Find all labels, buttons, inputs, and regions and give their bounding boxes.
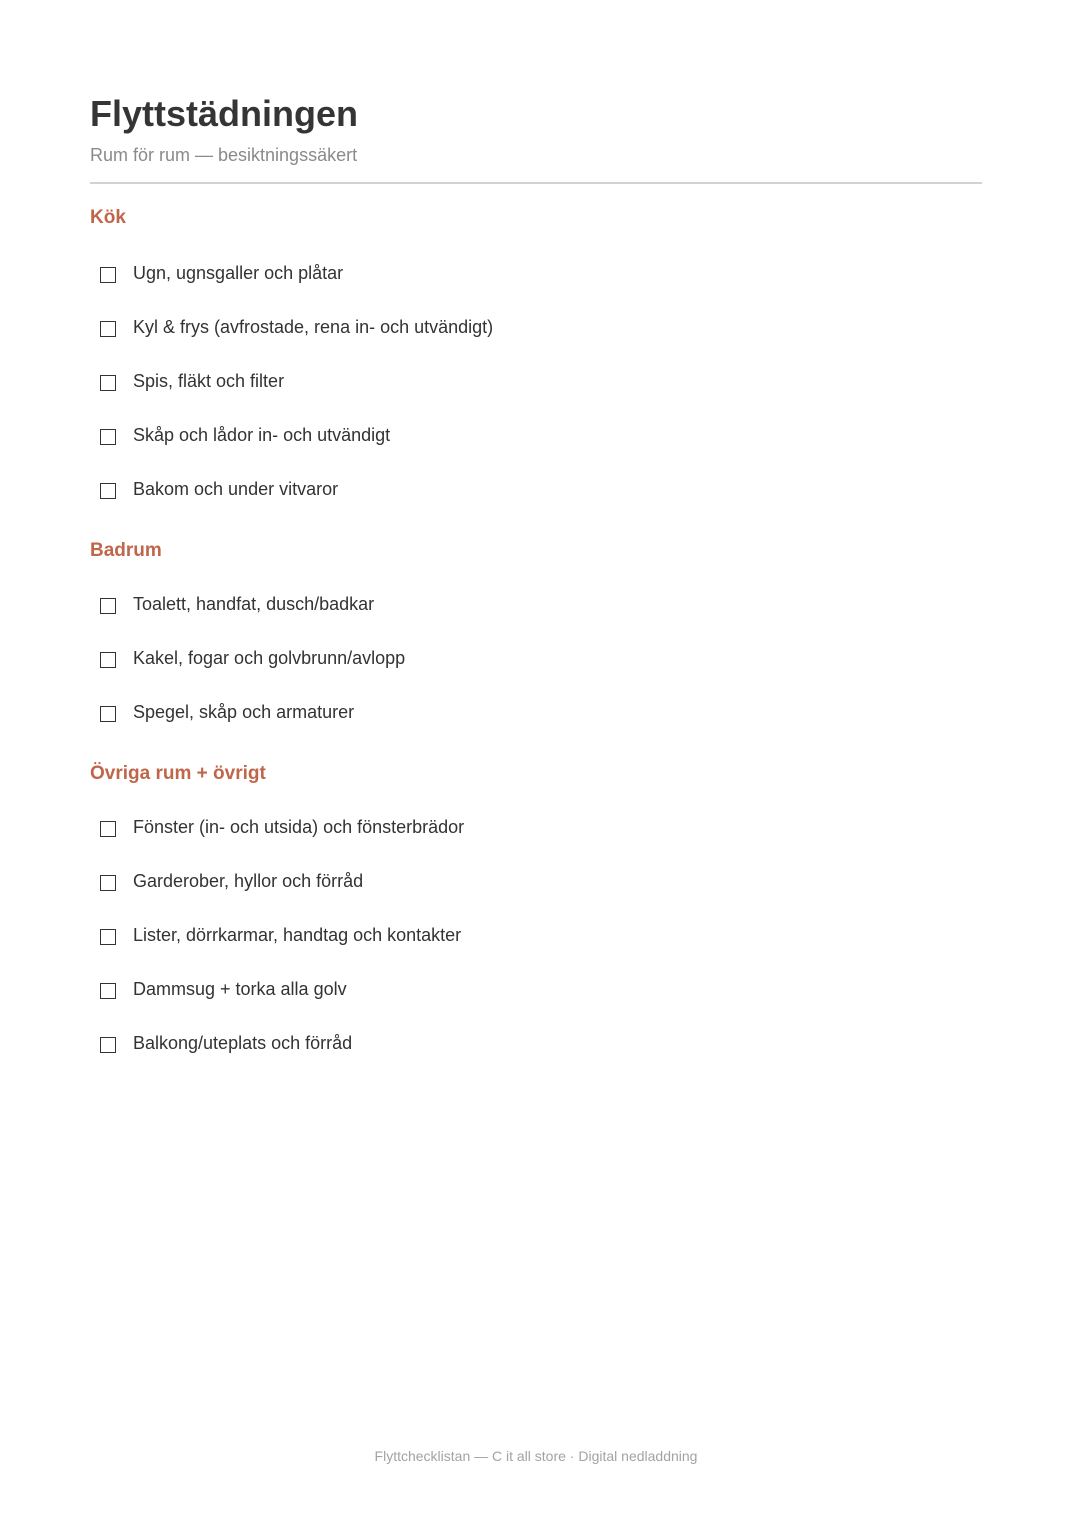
checklist-item-label: Balkong/uteplats och förråd — [133, 1033, 353, 1053]
checkbox[interactable] — [100, 652, 116, 668]
checklist-item-label: Spegel, skåp och armaturer — [133, 702, 355, 722]
checkbox[interactable] — [100, 267, 116, 283]
checkbox[interactable] — [100, 929, 116, 945]
section-heading-kok: Kök — [90, 207, 126, 228]
checkbox[interactable] — [100, 983, 116, 999]
checkbox[interactable] — [100, 429, 116, 445]
checklist-item-label: Toalett, handfat, dusch/badkar — [133, 594, 375, 614]
checklist-item-label: Fönster (in- och utsida) och fönsterbrädor — [133, 817, 465, 837]
checklist-item-label: Garderober, hyllor och förråd — [133, 871, 364, 891]
title-divider — [90, 182, 982, 184]
checklist-item-label: Lister, dörrkarmar, handtag och kontakter — [133, 925, 462, 945]
page-title: Flyttstädningen — [90, 93, 358, 134]
checkbox[interactable] — [100, 821, 116, 837]
section-heading-badrum: Badrum — [90, 540, 162, 561]
checkbox[interactable] — [100, 375, 116, 391]
checklist-item-label: Ugn, ugnsgaller och plåtar — [133, 263, 344, 283]
checkbox[interactable] — [100, 483, 116, 499]
checklist-item-label: Bakom och under vitvaror — [133, 479, 339, 499]
page-footer: Flyttchecklistan — C it all store · Digital nedladdning — [374, 1448, 698, 1464]
checkbox[interactable] — [100, 321, 116, 337]
section-heading-ovriga: Övriga rum + övrigt — [90, 763, 266, 784]
checkbox[interactable] — [100, 598, 116, 614]
checkbox[interactable] — [100, 875, 116, 891]
checkbox[interactable] — [100, 706, 116, 722]
checklist-item-label: Skåp och lådor in- och utvändigt — [133, 425, 391, 445]
page-subtitle: Rum för rum — besiktningssäkert — [90, 145, 358, 165]
checkbox[interactable] — [100, 1037, 116, 1053]
checklist-item-label: Kyl & frys (avfrostade, rena in- och utvändigt) — [133, 317, 494, 337]
checklist-item-label: Spis, fläkt och filter — [133, 371, 285, 391]
checklist-item-label: Dammsug + torka alla golv — [133, 979, 347, 999]
checklist-item-label: Kakel, fogar och golvbrunn/avlopp — [133, 648, 406, 668]
